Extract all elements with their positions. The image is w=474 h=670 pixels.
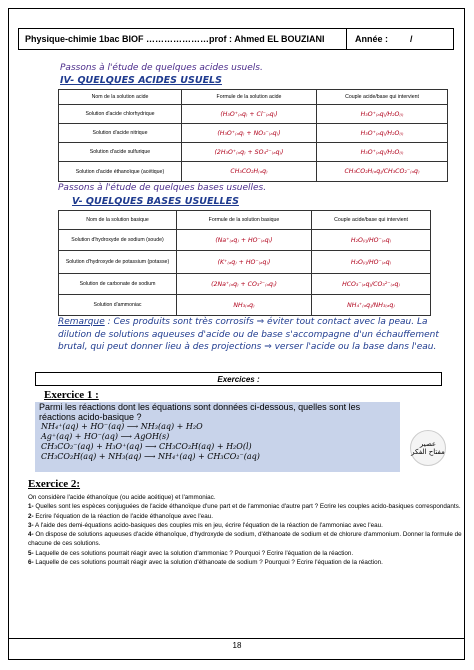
list-item bbox=[28, 521, 464, 530]
bases-table bbox=[58, 210, 431, 316]
page-header bbox=[18, 28, 454, 50]
exercise2-body bbox=[28, 493, 464, 567]
item-number: 2- bbox=[28, 512, 34, 520]
item-text: A l'aide des demi-équations acido-basiques des couples mis en jeu, écrire l'équation de la réaction de l'ammoniac avec l'eau. bbox=[33, 521, 383, 529]
acids-col-formula: Formule de la solution acide bbox=[182, 90, 317, 105]
exercise2-title: Exercice 2: bbox=[28, 478, 81, 490]
table-row bbox=[59, 274, 431, 295]
acid-formula: (H₃O⁺₍ₐq₎ + Cl⁻₍ₐq₎) bbox=[182, 105, 317, 124]
acid-formula: (H₃O⁺₍ₐq₎ + NO₃⁻₍ₐq₎) bbox=[182, 124, 317, 143]
remark-paragraph bbox=[58, 316, 443, 354]
year-label: Année : bbox=[355, 34, 389, 44]
acid-name: Solution d'acide chlorhydrique bbox=[59, 105, 182, 124]
table-row bbox=[59, 124, 448, 143]
bases-title: V- QUELQUES BASES USUELLES bbox=[72, 196, 239, 207]
bases-header-row bbox=[59, 211, 431, 230]
table-row bbox=[59, 162, 448, 182]
base-name: Solution d'hydroxyde de sodium (soude) bbox=[59, 230, 177, 251]
acid-couple: H₃O⁺₍ₐq₎/H₂O₍ₗ₎ bbox=[317, 124, 448, 143]
item-number: 1- bbox=[28, 503, 34, 511]
bases-col-formula: Formule de la solution basique bbox=[177, 211, 312, 230]
acids-intro: Passons à l'étude de quelques acides usuels. bbox=[60, 63, 263, 73]
base-couple: H₂O₍ₗ₎/HO⁻₍ₐq₎ bbox=[312, 230, 431, 251]
acids-col-name: Nom de la solution acide bbox=[59, 90, 182, 105]
table-row bbox=[59, 230, 431, 251]
base-name: Solution d'ammoniac bbox=[59, 295, 177, 316]
acid-formula: CH₃CO₂H₍ₐq₎ bbox=[182, 162, 317, 182]
year-value: / bbox=[410, 34, 413, 44]
bases-col-couple: Couple acide/base qui intervient bbox=[312, 211, 431, 230]
base-name: Solution de carbonate de sodium bbox=[59, 274, 177, 295]
list-item bbox=[28, 558, 464, 567]
table-row bbox=[59, 105, 448, 124]
base-couple: HCO₃⁻₍ₐq₎/CO₃²⁻₍ₐq₎ bbox=[312, 274, 431, 295]
acids-col-couple: Couple acide/base qui intervient bbox=[317, 90, 448, 105]
item-number: 5- bbox=[28, 549, 34, 557]
table-row bbox=[59, 251, 431, 274]
exercises-bar: Exercices : bbox=[35, 372, 442, 386]
acid-name: Solution d'acide nitrique bbox=[59, 124, 182, 143]
equation: NH₄⁺(aq) + HO⁻(aq) ⟶ NH₃(aq) + H₂O bbox=[41, 422, 203, 431]
item-text: Quelles sont les espèces conjuguées de l'acide éthanoïque d'une part et de l'ammoniac d'autre part ? Ecrire les couples acido-basiques correspondants. bbox=[33, 503, 461, 511]
footer-rule bbox=[8, 638, 465, 639]
list-item bbox=[28, 530, 464, 549]
table-row bbox=[59, 143, 448, 162]
item-text: Laquelle de ces solutions pourrait réagir avec la solution d'ammoniac ? Pourquoi ? Ecrire l'équation de la réaction. bbox=[33, 549, 354, 557]
logo-badge: عصير مفتاح الفكر bbox=[410, 430, 446, 466]
base-formula: (Na⁺₍ₐq₎ + HO⁻₍ₐq₎) bbox=[177, 230, 312, 251]
remark-label: Remarque bbox=[58, 317, 105, 327]
item-number: 4- bbox=[28, 531, 34, 539]
exercise1-box bbox=[35, 402, 400, 472]
item-text: On dispose de solutions aqueuses d'acide éthanoïque, d'hydroxyde de sodium, d'éthanoate de sodium et de chlorure d'ammonium. Donner la formule de chacune de ces solutions. bbox=[28, 531, 462, 548]
base-couple: H₂O₍ₗ₎/HO⁻₍ₐq₎ bbox=[312, 251, 431, 274]
equation: CH₃CO₂⁻(aq) + H₃O⁺(aq) ⟶ CH₃CO₂H(aq) + H₂O(l) bbox=[41, 442, 252, 451]
list-item bbox=[28, 502, 464, 511]
equation: CH₃CO₂H(aq) + NH₃(aq) ⟶ NH₄⁺(aq) + CH₃CO₂⁻(aq) bbox=[41, 452, 260, 461]
remark-text: : Ces produits sont très corrosifs ⇒ éviter tout contact avec la peau. La dilution de solutions aqueuses d'acide ou de base s'accompagne d'un échauffement brutal, qui peut donner lieu à des projections ⇒ verser l'acide ou la base dans l'eau. bbox=[58, 317, 439, 352]
item-number: 3- bbox=[28, 521, 34, 529]
acid-name: Solution d'acide sulfurique bbox=[59, 143, 182, 162]
acids-table bbox=[58, 89, 448, 182]
list-item bbox=[28, 549, 464, 558]
acid-name: Solution d'acide éthanoïque (acétique) bbox=[59, 162, 182, 182]
base-formula: (K⁺₍ₐq₎ + HO⁻₍ₐq₎) bbox=[177, 251, 312, 274]
exercise2-intro: On considère l'acide éthanoïque (ou acide acétique) et l'ammoniac. bbox=[28, 494, 216, 501]
base-name: Solution d'hydroxyde de potassium (potasse) bbox=[59, 251, 177, 274]
acid-couple: H₃O⁺₍ₐq₎/H₂O₍ₗ₎ bbox=[317, 105, 448, 124]
page-number: 18 bbox=[232, 641, 242, 650]
item-number: 6- bbox=[28, 559, 34, 567]
list-item bbox=[28, 512, 464, 521]
header-title: Physique-chimie 1bac BIOF …………………prof : Ahmed EL BOUZIANI bbox=[19, 29, 347, 49]
base-formula: NH₃₍ₐq₎ bbox=[177, 295, 312, 316]
acids-title: IV- QUELQUES ACIDES USUELS bbox=[60, 75, 222, 86]
exercise1-title: Exercice 1 : bbox=[44, 389, 99, 401]
item-text: Ecrire l'équation de la réaction de l'acide éthanoïque avec l'eau. bbox=[33, 512, 213, 520]
equation: Ag⁺(aq) + HO⁻(aq) ⟶ AgOH(s) bbox=[41, 432, 170, 441]
exercise1-question: Parmi les réactions dont les équations sont données ci-dessous, quelles sont les réactions acido-basique ? bbox=[39, 402, 361, 422]
bases-col-name: Nom de la solution basique bbox=[59, 211, 177, 230]
acids-header-row bbox=[59, 90, 448, 105]
item-text: Laquelle de ces solutions pourrait réagir avec la solution d'éthanoate de sodium ? Pourquoi ? Ecrire l'équation de la réaction. bbox=[33, 559, 383, 567]
acid-formula: (2H₃O⁺₍ₐq₎ + SO₄²⁻₍ₐq₎) bbox=[182, 143, 317, 162]
bases-intro: Passons à l'étude de quelques bases usuelles. bbox=[58, 183, 267, 193]
acid-couple: CH₃CO₂H₍ₐq₎/CH₃CO₂⁻₍ₐq₎ bbox=[317, 162, 448, 182]
table-row bbox=[59, 295, 431, 316]
base-couple: NH₄⁺₍ₐq₎/NH₃₍ₐq₎ bbox=[312, 295, 431, 316]
header-year bbox=[347, 29, 453, 49]
acid-couple: H₃O⁺₍ₐq₎/H₂O₍ₗ₎ bbox=[317, 143, 448, 162]
base-formula: (2Na⁺₍ₐq₎ + CO₃²⁻₍ₐq₎) bbox=[177, 274, 312, 295]
